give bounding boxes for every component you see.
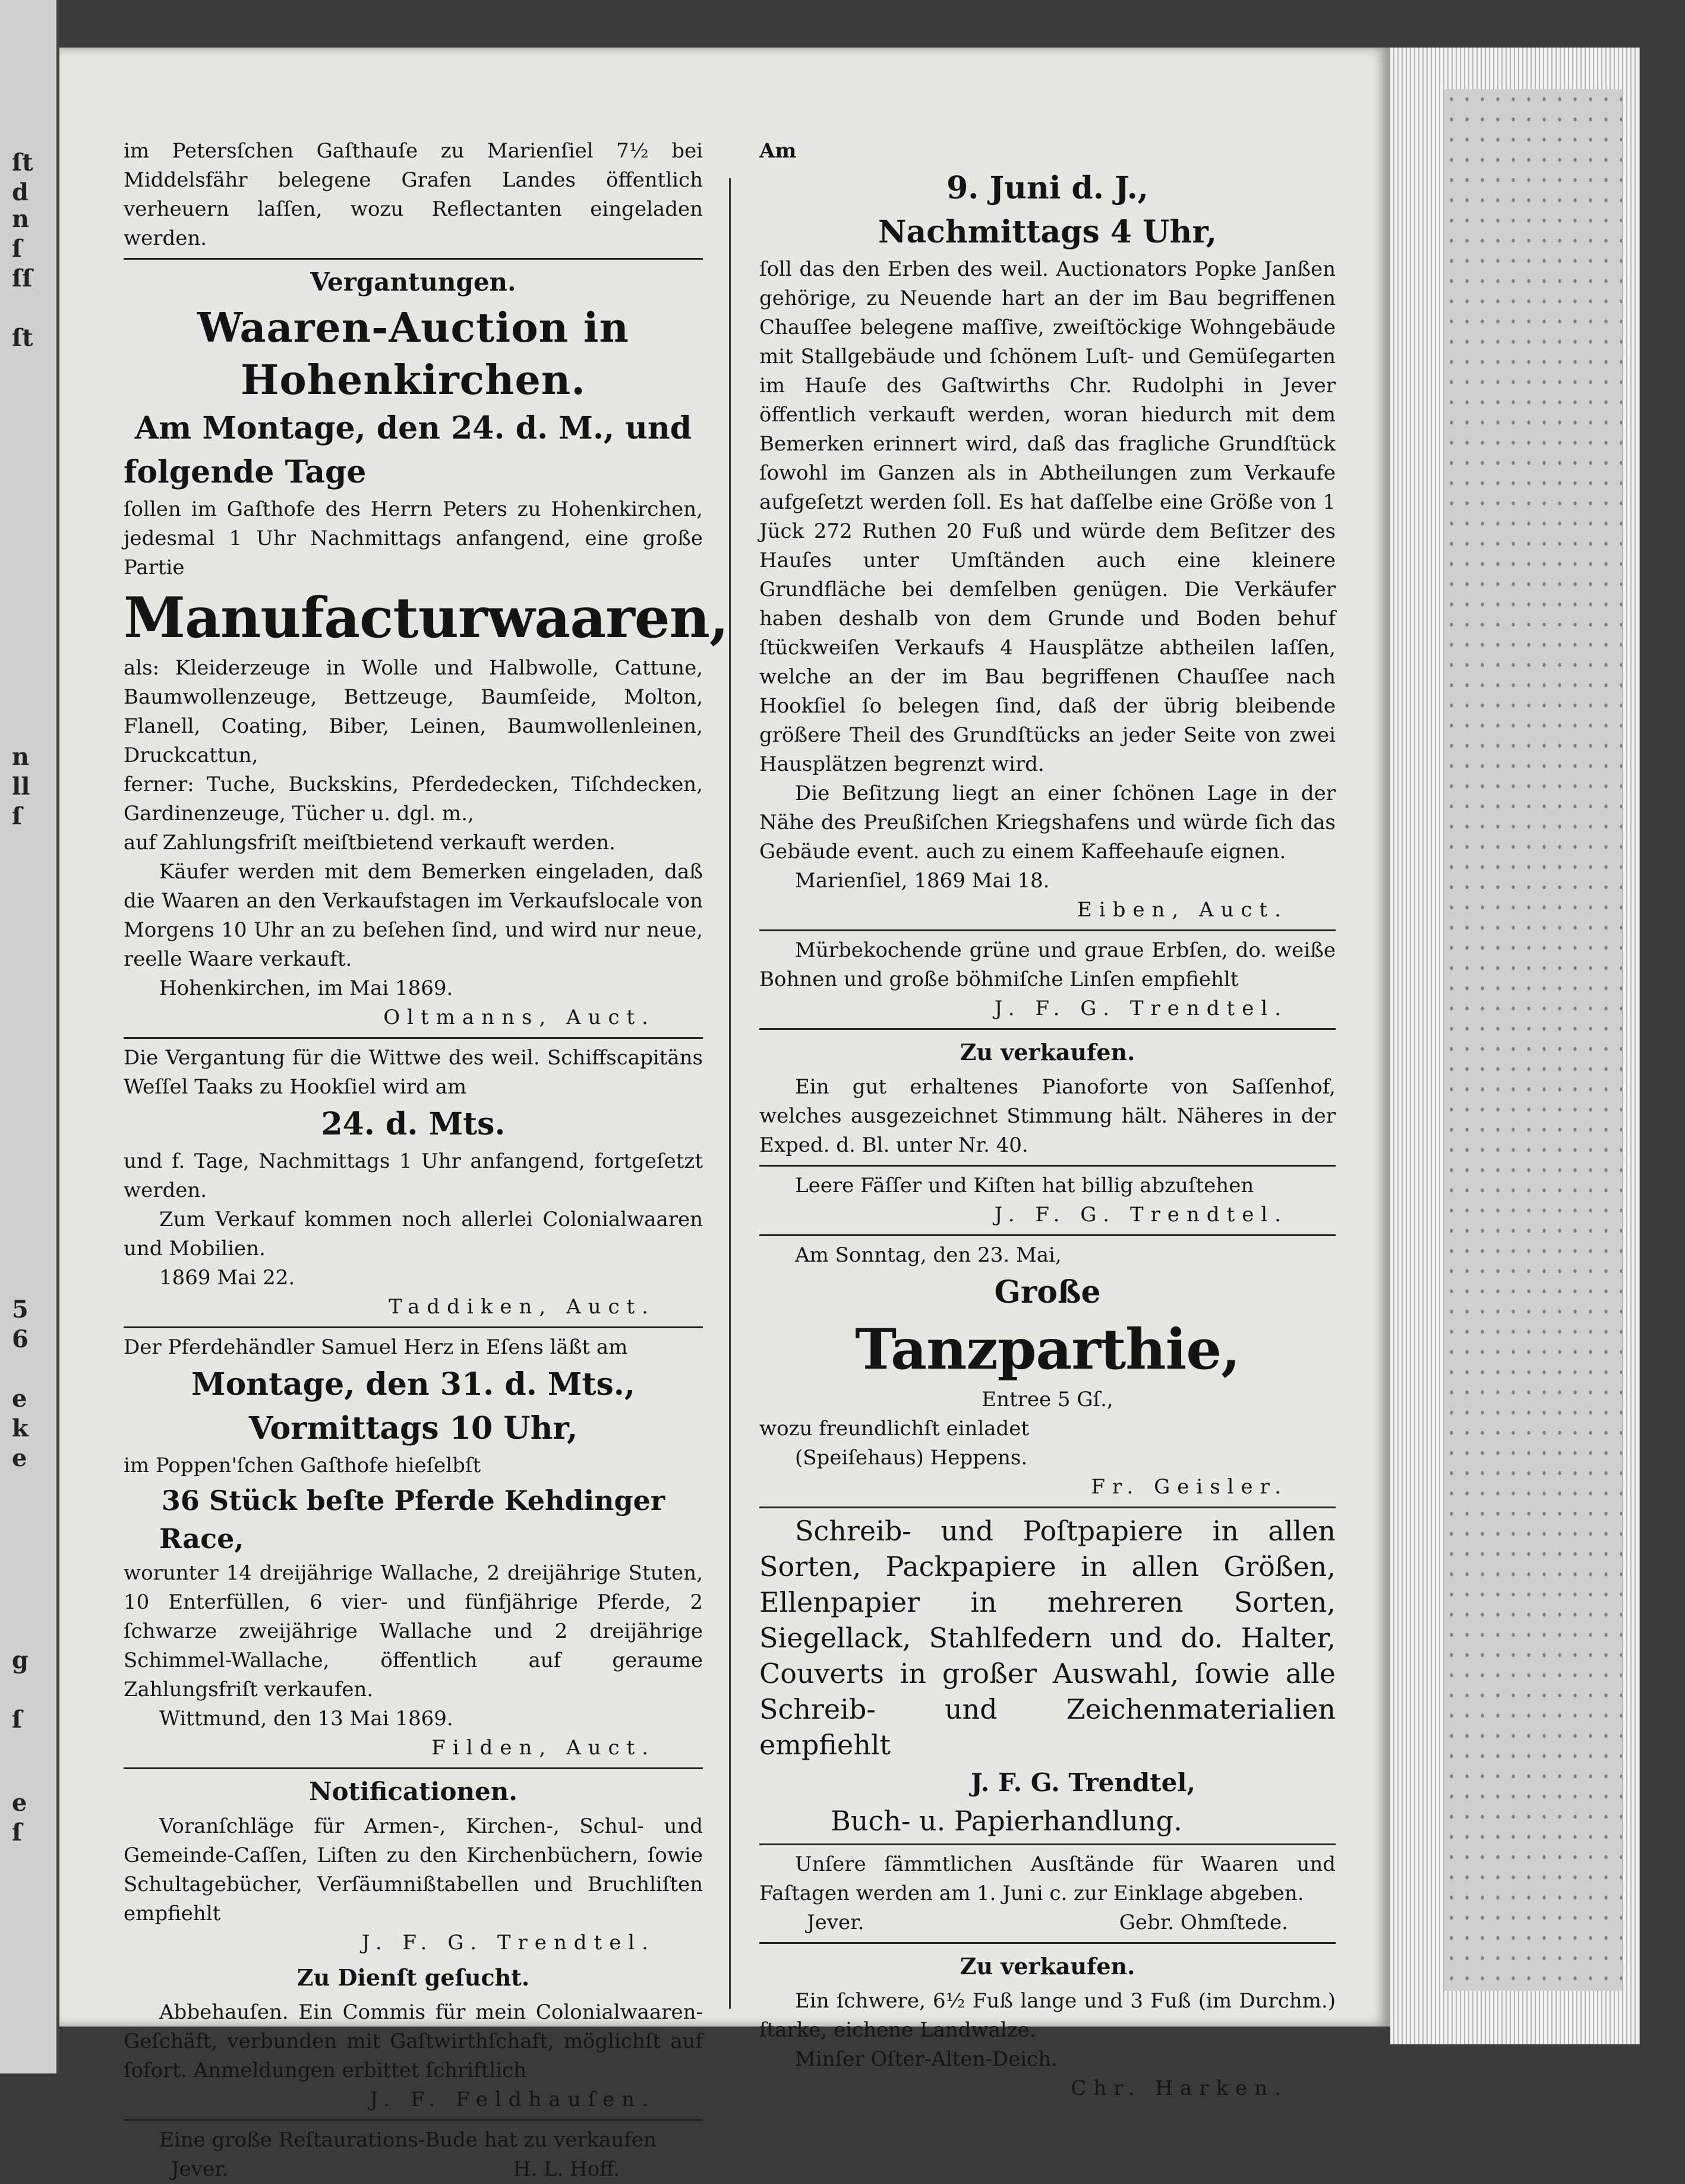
manufactur-heading: Manufacturwaaren, xyxy=(124,585,728,651)
newspaper-page xyxy=(59,48,1390,2181)
goods-list: als: Kleiderzeuge in Wolle und Halbwolle, Cattune, Baumwollenzeuge, Bettzeuge, Baumſeide, Molton, Flanell, Coating, Biber, Leinen, Baumwollenleinen, Druckcattun, xyxy=(124,656,703,767)
signature-taddiken: Taddiken, Auct. xyxy=(389,1295,655,1319)
signature-trendtel: J. F. G. Trendtel. xyxy=(361,1931,655,1955)
wittwe-paragraph: Die Vergantung für die Wittwe des weil. Schiffscapitäns Weſſel Taaks zu Hookſiel wird am xyxy=(124,1046,703,1099)
intro-paragraph: im Petersſchen Gaſthauſe zu Marienſiel 7½ bei Middelsfähr belegene Grafen Landes öffentlich verheuern laſſen, wozu Reflectanten eingeladen werden. xyxy=(124,139,703,250)
besitzung-paragraph: Die Beſitzung liegt an einer ſchönen Lage in der Nähe des Preußiſchen Kriegshafens und würde ſich das Gebäude event. auch zu einem Kaffeehauſe eignen. xyxy=(759,781,1336,863)
herz-horses: 36 Stück beſte Pferde Kehdinger xyxy=(161,1485,665,1517)
signature-trendtel: J. F. G. Trendtel. xyxy=(994,997,1288,1020)
rule xyxy=(759,1028,1336,1030)
verkauf-paragraph: Zum Verkauf kommen noch allerlei Colonialwaaren und Mobilien. xyxy=(124,1208,703,1260)
edge-fragment: e xyxy=(12,1444,27,1472)
edge-fragment: 5 xyxy=(12,1296,29,1323)
dienst-paragraph: Abbehauſen. Ein Commis für mein Colonialwaaren-Geſchäft, verbunden mit Gaſtwirthſchaft, möglichſt auf ſofort. Anmeldungen erbittet ſchriftlich xyxy=(124,2000,703,2082)
rule xyxy=(759,1165,1336,1167)
rule xyxy=(759,1843,1336,1845)
edge-fragment: ſ xyxy=(12,802,23,830)
bude-place: Jever. xyxy=(171,2157,229,2181)
einladet-line: wozu freundlichſt einladet xyxy=(759,1417,1030,1441)
section-heading-vergantungen: Vergantungen. xyxy=(310,267,516,297)
section-heading-notifications: Notificationen. xyxy=(309,1777,518,1806)
walze-paragraph: Ein ſchwere, 6½ Fuß lange und 3 Fuß (im Durchm.) ſtarke, eichene Landwalze. xyxy=(759,1989,1336,2042)
grosse-heading: Große xyxy=(994,1274,1101,1310)
verkaufen-heading: Zu verkaufen. xyxy=(960,1953,1135,1980)
auction-title-place: Hohenkirchen. xyxy=(241,357,586,404)
auction-paragraph: ſollen im Gaſthofe des Herrn Peters zu Hohenkirchen, jedesmal 1 Uhr Nachmittags anfangend, eine große Partie xyxy=(124,497,703,579)
signature-feldhausen: J. F. Feldhauſen. xyxy=(370,2088,655,2111)
juni-date: 9. Juni d. J., xyxy=(946,170,1148,206)
dateline: Hohenkirchen, im Mai 1869. xyxy=(159,976,453,1000)
edge-fragment: g xyxy=(12,1646,29,1674)
rule xyxy=(759,1234,1336,1236)
edge-fragment: e xyxy=(12,1385,27,1413)
signature-filden: Filden, Auct. xyxy=(431,1736,655,1760)
verkaufen-heading: Zu verkaufen. xyxy=(960,1039,1135,1066)
signature-oltmanns: Oltmanns, Auct. xyxy=(383,1006,655,1029)
dateline: Wittmund, den 13 Mai 1869. xyxy=(159,1707,453,1731)
ohmstede-place: Jever. xyxy=(807,1911,864,1934)
rule xyxy=(759,929,1336,931)
edge-fragment: ſt xyxy=(12,324,33,352)
rule xyxy=(124,258,703,260)
signature-trendtel: J. F. G. Trendtel. xyxy=(994,1203,1288,1227)
edge-fragment: d xyxy=(12,178,29,206)
ohmstede-paragraph: Unſere ſämmtlichen Ausſtände für Waaren und Faſtagen werden am 1. Juni c. zur Einklage abgeben. xyxy=(759,1852,1336,1905)
edge-fragment: ſ xyxy=(12,1706,23,1734)
signature-eiben: Eiben, Auct. xyxy=(1077,898,1288,922)
payment-note: auf Zahlungsfriſt meiſtbietend verkauft werden. xyxy=(124,831,616,855)
signature-harken: Chr. Harken. xyxy=(1071,2076,1288,2100)
am-label: Am xyxy=(759,139,797,163)
edge-fragment: ſ xyxy=(12,235,23,263)
herz-date: Montage, den 31. d. Mts., xyxy=(191,1366,635,1403)
rule xyxy=(124,2119,703,2121)
edge-fragment: ſſ xyxy=(12,264,33,292)
signature-hoff: H. L. Hoff. xyxy=(513,2157,620,2181)
rule xyxy=(759,1942,1336,1944)
rule xyxy=(759,1507,1336,1508)
popke-paragraph: ſoll das den Erben des weil. Auctionators Popke Janßen gehörige, zu Neuende hart an der im Bau begriffenen Chauſſee belegene maſſive, zweiſtöckige Wohngebäude mit Stallgebäude und ſchönem Luſt- und Gemüſegarten im Hauſe des Gaſtwirths Chr. Rudolphi in Jever öffentlich verkauft werden, woran hiedurch mit dem Bemerken erinnert wird, daß das fragliche Grundſtück ſowohl im Ganzen als in Abtheilungen zum Verkaufe aufgeſetzt werden ſoll. Es hat daſſelbe eine Größe von 1 Jück 272 Ruthen 20 Fuß und würde dem Beſitzer des Hauſes unter Umſtänden auch eine kleinere Grundfläche bei demſelben genügen. Die Verkäufer haben deshalb von dem Grunde und Boden behuf ſtückweiſen Verkaufs 4 Hausplätze abtheilen laſſen, welche an der im Bau begriffenen Chauſſee nach Hookſiel ſo belegen ſind, daß der übrig bleibende größere Theil des Grundſtücks an jeder Seite von zwei Hausplätzen begrenzt wird. xyxy=(759,257,1336,776)
left-column xyxy=(124,137,728,2184)
dienst-heading: Zu Dienſt geſucht. xyxy=(296,1964,530,1991)
auction-date-cont: folgende Tage xyxy=(124,454,367,490)
facing-page-edge xyxy=(0,0,59,2073)
papier-paragraph: Schreib- und Poſtpapiere in allen Sorten, Packpapiere in allen Größen, Ellenpapier in mehreren Sorten, Siegellack, Stahlfedern und do. Halter, Couverts in großer Auswahl, ſowie alle Schreib- und Zeichenmaterialien empfiehlt xyxy=(759,1515,1336,1761)
herz-paragraph-cont: worunter 14 dreijährige Wallache, 2 dreijährige Stuten, 10 Enterfüllen, 6 vier- und fünfjährige Pferde, 2 ſchwarze zweijährige Wallache und 2 dreijährige Schimmel-Wallache, öffentlich auf geraume Zahlungsfriſt verkaufen. xyxy=(124,1561,703,1701)
auction-date: Am Montage, den 24. d. M., und xyxy=(134,410,692,446)
edge-fragment: ſt xyxy=(12,149,33,177)
piano-paragraph: Ein gut erhaltenes Pianoforte von Saſſenhof, welches ausgezeichnet Stimmung hält. Näheres in der Exped. d. Bl. unter Nr. 40. xyxy=(759,1075,1336,1157)
signature-geisler: Fr. Geisler. xyxy=(1091,1475,1288,1499)
buyers-note: Käufer werden mit dem Bemerken eingeladen, daß die Waaren an den Verkaufstagen im Verkaufslocale von Morgens 10 Uhr an zu beſehen ſind, und wird nur neue, reelle Waare verkauft. xyxy=(124,860,703,971)
herz-paragraph: Der Pferdehändler Samuel Herz in Eſens läßt am xyxy=(124,1335,628,1359)
erbsen-paragraph: Mürbekochende grüne und graue Erbſen, do. weiße Bohnen und große böhmiſche Linſen empfiehlt xyxy=(759,938,1336,991)
minser-line: Minſer Oſter-Alten-Deich. xyxy=(795,2047,1058,2071)
herz-horses-cont: Race, xyxy=(159,1523,244,1555)
goods-list-more: ferner: Tuche, Buckskins, Pferdedecken, Tiſchdecken, Gardinenzeuge, Tücher u. dgl. m., xyxy=(124,773,703,825)
rule xyxy=(124,1767,703,1769)
sonntag-line: Am Sonntag, den 23. Mai, xyxy=(795,1243,1062,1267)
dateline: 1869 Mai 22. xyxy=(159,1266,295,1290)
signature-trendtel-large: J. F. G. Trendtel, xyxy=(971,1768,1195,1797)
edge-fragment: ll xyxy=(12,773,30,801)
edge-fragment: 6 xyxy=(12,1325,29,1353)
edge-fragment: e xyxy=(12,1789,27,1817)
page-stack-edge xyxy=(1390,48,1640,2044)
voranschlaege-paragraph: Voranſchläge für Armen-, Kirchen-, Schul- und Gemeinde-Caſſen, Liſten zu den Kirchenbüchern, ſowie Schultagebücher, Verſäumnißtabellen und Bruchliſten empfiehlt xyxy=(124,1814,703,1925)
auction-title: Waaren-Auction in xyxy=(197,304,629,352)
wittwe-paragraph-cont: und f. Tage, Nachmittags 1 Uhr anfangend, fortgeſetzt werden. xyxy=(124,1149,703,1202)
right-column xyxy=(759,137,1336,2103)
entree-line: Entree 5 Gſ., xyxy=(982,1388,1113,1411)
rule xyxy=(124,1326,703,1328)
herz-place: im Poppen'ſchen Gaſthofe hieſelbſt xyxy=(124,1454,481,1477)
speisehaus-line: (Speiſehaus) Heppens. xyxy=(795,1446,1028,1470)
juni-time: Nachmittags 4 Uhr, xyxy=(878,214,1217,250)
dateline: Marienſiel, 1869 Mai 18. xyxy=(795,869,1050,893)
edge-fragment: ſ xyxy=(12,1819,23,1846)
faesser-paragraph: Leere Fäſſer und Kiſten hat billig abzuſtehen xyxy=(795,1174,1254,1197)
wittwe-date: 24. d. Mts. xyxy=(321,1106,506,1142)
rule xyxy=(124,1037,703,1039)
edge-fragment: n xyxy=(12,743,30,771)
edge-fragment: k xyxy=(12,1414,29,1442)
herz-time: Vormittags 10 Uhr, xyxy=(248,1410,578,1446)
signature-ohmstede: Gebr. Ohmſtede. xyxy=(1119,1911,1288,1934)
tanzparthie-heading: Tanzparthie, xyxy=(855,1317,1240,1382)
edge-fragment: n xyxy=(12,205,30,233)
papierhandlung-line: Buch- u. Papierhandlung. xyxy=(831,1805,1182,1837)
column-divider xyxy=(729,178,731,2009)
bude-paragraph: Eine große Reſtaurations-Bude hat zu verkaufen xyxy=(159,2128,657,2152)
